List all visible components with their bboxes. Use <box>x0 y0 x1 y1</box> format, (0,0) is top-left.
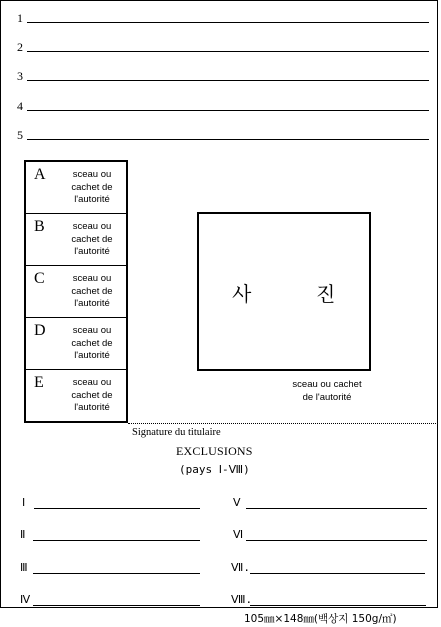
exclusion-line-right-4 <box>231 594 252 606</box>
writing-line <box>250 573 425 574</box>
authority-letter: A <box>34 166 46 183</box>
exclusion-line-left-3 <box>20 562 28 574</box>
numbered-line-2 <box>17 41 23 53</box>
writing-line <box>27 80 429 81</box>
writing-line <box>250 605 426 606</box>
authority-letter: B <box>34 218 45 235</box>
line-number: 1 <box>17 11 23 25</box>
line-number: 2 <box>17 40 23 54</box>
roman-numeral: Ⅱ <box>20 528 26 541</box>
exclusion-line-left-1 <box>22 497 25 509</box>
roman-numeral: Ⅴ <box>233 496 241 509</box>
writing-line <box>27 22 429 23</box>
roman-numeral: Ⅰ <box>22 496 26 509</box>
authority-box-c <box>26 266 126 318</box>
numbered-line-3 <box>17 70 23 82</box>
exclusion-line-left-4 <box>20 594 30 606</box>
line-number: 4 <box>17 99 23 113</box>
roman-numeral: Ⅳ <box>20 593 31 606</box>
numbered-line-5 <box>17 129 23 141</box>
paper-spec-footer: 105㎜×148㎜(백상지 150g/㎡) <box>244 613 397 625</box>
writing-line <box>34 508 200 509</box>
photo-box <box>197 212 371 371</box>
authority-box-a <box>26 162 126 214</box>
photo-label-left: 사 <box>232 282 252 306</box>
writing-line <box>27 110 429 111</box>
photo-label-right: 진 <box>316 282 336 306</box>
exclusions-subtitle: (pays Ⅰ-Ⅷ) <box>179 463 250 476</box>
numbered-line-1 <box>17 12 23 24</box>
authority-box-d <box>26 318 126 370</box>
authority-letter: C <box>34 270 45 287</box>
writing-line <box>27 139 429 140</box>
writing-line <box>27 51 429 52</box>
authority-box-b <box>26 214 126 266</box>
roman-numeral: Ⅵ <box>233 528 244 541</box>
writing-line <box>246 540 427 541</box>
exclusion-line-right-2 <box>233 529 243 541</box>
line-number: 5 <box>17 128 23 142</box>
writing-line <box>33 605 200 606</box>
authority-stamp-column <box>24 160 128 423</box>
writing-line <box>246 508 427 509</box>
dotted-divider <box>128 423 438 424</box>
exclusion-line-right-1 <box>233 497 241 509</box>
roman-numeral: Ⅶ. <box>231 561 250 574</box>
stamp-text: sceau ou cachet de l'autorité <box>71 325 113 361</box>
authority-letter: D <box>34 322 46 339</box>
photo-stamp-text: sceau ou cachet de l'autorité <box>292 379 362 403</box>
numbered-line-4 <box>17 100 23 112</box>
exclusion-line-right-3 <box>231 562 250 574</box>
stamp-text: sceau ou cachet de l'autorité <box>71 377 113 413</box>
line-number: 3 <box>17 69 23 83</box>
stamp-text: sceau ou cachet de l'autorité <box>71 273 113 309</box>
authority-box-e <box>26 370 126 422</box>
authority-letter: E <box>34 374 44 391</box>
exclusion-line-left-2 <box>20 529 25 541</box>
stamp-text: sceau ou cachet de l'autorité <box>71 221 113 257</box>
writing-line <box>33 540 200 541</box>
signature-label: Signature du titulaire <box>132 427 221 438</box>
exclusions-title: EXCLUSIONS <box>176 444 253 458</box>
roman-numeral: Ⅲ <box>20 561 28 574</box>
roman-numeral: Ⅷ. <box>231 593 253 606</box>
stamp-text: sceau ou cachet de l'autorité <box>71 169 113 205</box>
writing-line <box>33 573 200 574</box>
